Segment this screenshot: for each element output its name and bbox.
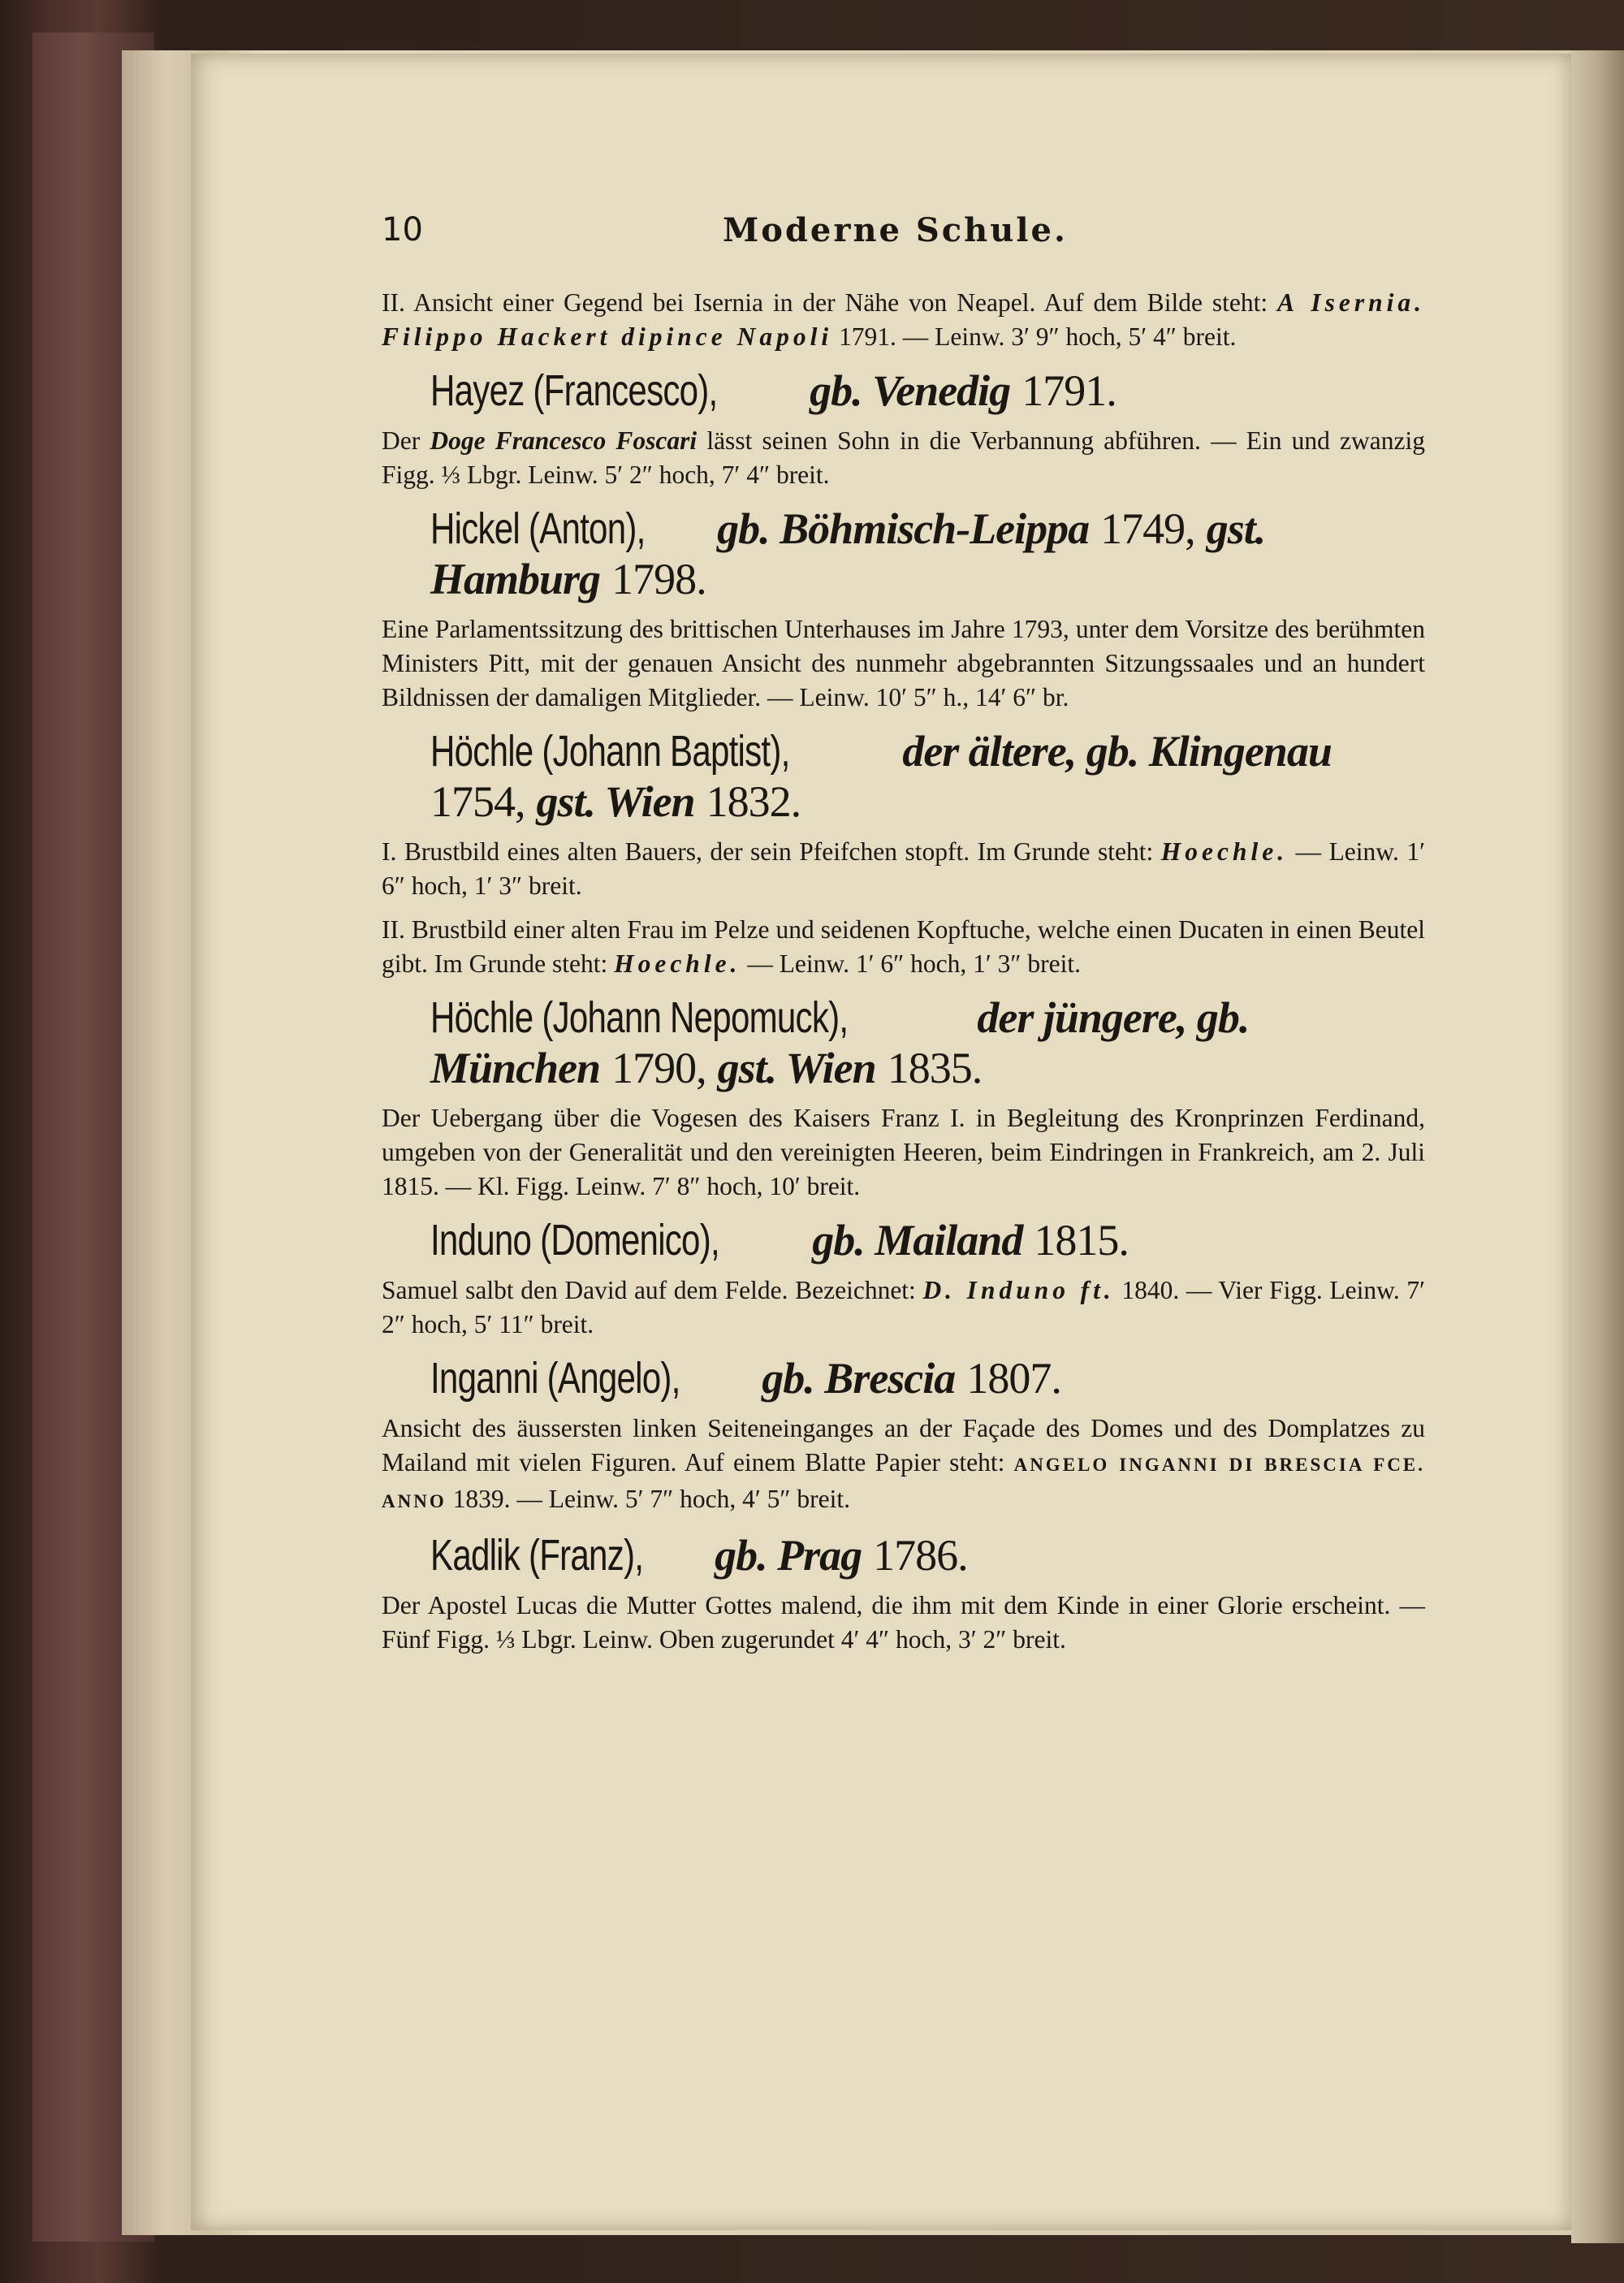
page-number: 10 — [382, 211, 423, 249]
entry-paragraph: Ansicht des äussersten linken Seiteneinganges an der Façade des Domes und des Domplatzes zu Mailand mit vielen Figuren. Auf einem Blatte Papier steht: ANGELO INGANNI DI BRESCIA FCE. ANNO 1839. — Leinw. 5′ 7″ hoch, 4′ 5″ breit. — [382, 1414, 1425, 1513]
entry-paragraph: Der Uebergang über die Vogesen des Kaisers Franz I. in Begleitung des Kronprinzen Ferdinand, umgeben von der Generalität und den vereinigten Heeren, beim Eindringen in Frankreich, am 2. Juli 1815. — Kl. Figg. Leinw. 7′ 8″ hoch, 10′ breit. — [382, 1104, 1425, 1200]
entry-paragraph: Der Apostel Lucas die Mutter Gottes malend, die ihm mit dem Kinde in einer Glorie erscheint. — Fünf Figg. ⅓ Lbgr. Leinw. Oben zugerundet 4′ 4″ hoch, 3′ 2″ breit. — [382, 1591, 1425, 1654]
entry-paragraph: Samuel salbt den David auf dem Felde. Bezeichnet: D. Induno ft. 1840. — Vier Figg. Leinw. 7′ 2″ hoch, 5′ 11″ breit. — [382, 1276, 1425, 1338]
running-title: Moderne Schule. — [723, 211, 1068, 249]
artist-heading: Höchle (Johann Baptist), der ältere, gb. Klingenau 1754, gst. Wien 1832. — [430, 727, 1332, 826]
entry-paragraph: Der Doge Francesco Foscari lässt seinen Sohn in die Verbannung abführen. — Ein und zwanzig Figg. ⅓ Lbgr. Leinw. 5′ 2″ hoch, 7′ 4″ breit. — [382, 426, 1425, 489]
entry-paragraph: II. Ansicht einer Gegend bei Isernia in der Nähe von Neapel. Auf dem Bilde steht: A Isernia. Filippo Hackert dipince Napoli 1791. — Leinw. 3′ 9″ hoch, 5′ 4″ breit. — [382, 288, 1425, 351]
entry-paragraph: I. Brustbild eines alten Bauers, der sein Pfeifchen stopft. Im Grunde steht: Hoechle. — Leinw. 1′ 6″ hoch, 1′ 3″ breit. — [382, 837, 1425, 900]
page-header — [382, 211, 1425, 268]
entry-paragraph: II. Brustbild einer alten Frau im Pelze und seidenen Kopftuche, welche einen Ducaten in einen Beutel gibt. Im Grunde steht: Hoechle. — Leinw. 1′ 6″ hoch, 1′ 3″ breit. — [382, 915, 1425, 978]
artist-heading: Induno (Domenico), gb. Mailand 1815. — [430, 1216, 1129, 1265]
artist-heading: Inganni (Angelo), gb. Brescia 1807. — [430, 1354, 1061, 1403]
page-text — [382, 211, 1425, 1667]
artist-heading: Hickel (Anton), gb. Böhmisch-Leippa 1749, gst. Hamburg 1798. — [430, 504, 1266, 603]
artist-heading: Hayez (Francesco), gb. Venedig 1791. — [430, 366, 1116, 415]
entry-paragraph: Eine Parlamentssitzung des brittischen Unterhauses im Jahre 1793, unter dem Vorsitze des berühmten Ministers Pitt, mit der genauen Ansicht des nunmehr abgebrannten Sitzungssaales und an hundert Bildnissen der damaligen Mitglieder. — Leinw. 10′ 5″ h., 14′ 6″ br. — [382, 615, 1425, 711]
page-right-edge — [1571, 50, 1624, 2243]
artist-heading: Kadlik (Franz), gb. Prag 1786. — [430, 1531, 968, 1580]
artist-heading: Höchle (Johann Nepomuck), der jüngere, gb. München 1790, gst. Wien 1835. — [430, 993, 1250, 1092]
